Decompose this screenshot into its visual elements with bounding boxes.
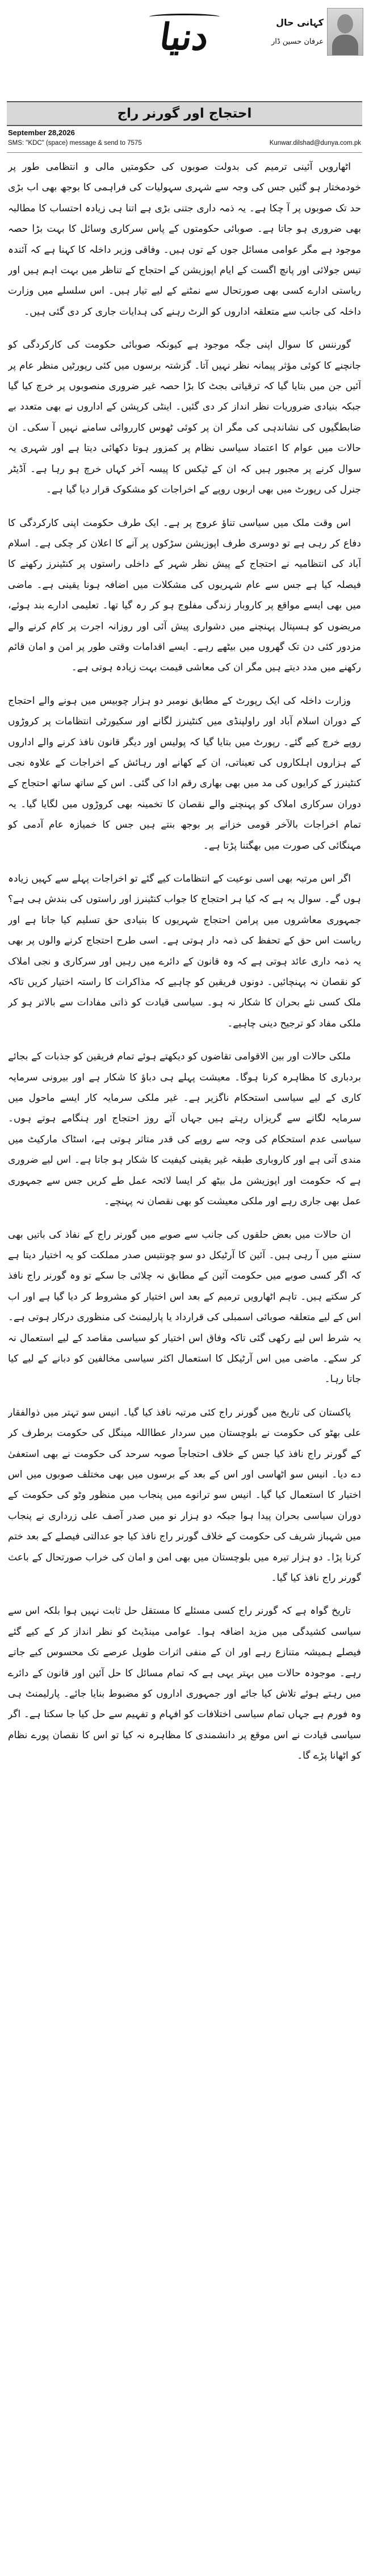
headline-bar <box>7 101 362 126</box>
sms-instruction: SMS: "KDC" (space) message & send to 7575 <box>8 140 142 147</box>
article-paragraph: وزارت داخلہ کی ایک رپورٹ کے مطابق نومبر دو ہزار چوبیس میں ہونے والے احتجاج کے دوران اسلام آباد اور راولپنڈی میں کنٹینرز لگانے اور سکیورٹی انتظامات پر کروڑوں روپے خرچ کیے گئے۔ رپورٹ میں بتایا گیا کہ پولیس اور دیگر قانون نافذ کرنے والے اداروں کے ہزاروں اہلکاروں کی تعیناتی، ان کے کھانے اور رہائش کے اخراجات کے علاوہ نجی کنٹینرز کے کرایوں کی مد میں بھی بھاری رقم ادا کی گئی۔ اس کے ساتھ ساتھ احتجاج کے دوران سرکاری املاک کو پہنچنے والے نقصان کا تخمینہ بھی کروڑوں میں لگایا گیا۔ یہ تمام اخراجات بالآخر قومی خزانے پر بوجھ بنتے ہیں جس کا خمیازہ عام آدمی کو مہنگائی کی صورت میں بھگتنا پڑتا ہے۔ <box>8 695 361 851</box>
portrait-head-shape <box>337 14 353 34</box>
portrait-body-shape <box>332 35 358 55</box>
article-paragraph: پاکستان کی تاریخ میں گورنر راج کئی مرتبہ نافذ کیا گیا۔ انیس سو تہتر میں ذوالفقار علی بھٹو کی حکومت نے بلوچستان میں سردار عطااللہ مینگل کی حکومت برطرف کر کے گورنر راج نافذ کیا جس کے خلاف احتجاجاً صوبہ سرحد کی حکومت نے بھی استعفیٰ دے دیا۔ انیس سو اٹھاسی اور اس کے بعد کے برسوں میں بھی مختلف صوبوں میں اس اختیار کا استعمال کیا گیا۔ انیس سو ترانوے میں پنجاب میں منظور وٹو کی حکومت کے دوران سیاسی بحران پیدا ہوا جبکہ دو ہزار نو میں صدر آصف علی زرداری نے پنجاب میں شہباز شریف کی حکومت کے خلاف گورنر راج نافذ کیا جو عدالتی فیصلے کے بعد ختم کرنا پڑا۔ دو ہزار تیرہ میں بلوچستان میں بھی امن و امان کی خراب صورتحال کے باعث گورنر راج نافذ کیا گیا۔ <box>8 1406 361 1584</box>
article-body <box>8 157 361 2565</box>
column-name: کہانی حال <box>276 17 324 28</box>
header-divider <box>7 152 362 153</box>
article-paragraph: ان حالات میں بعض حلقوں کی جانب سے صوبے میں گورنر راج کے نفاذ کی باتیں بھی سننے میں آ رہی ہیں۔ آئین کا آرٹیکل دو سو چونتیس صدر مملکت کو یہ اختیار دیتا ہے کہ اگر کسی صوبے میں حکومت آئین کے مطابق نہ چلائی جا سکے تو وہ گورنر راج نافذ کر سکتے ہیں۔ تاہم اٹھارویں ترمیم کے بعد اس اختیار کو مشروط کر دیا گیا ہے اور اب اس کے لیے متعلقہ صوبائی اسمبلی کی قرارداد یا پارلیمنٹ کی منظوری درکار ہوتی ہے۔ یہ شرط اس لیے رکھی گئی تاکہ وفاق اس اختیار کو سیاسی مقاصد کے لیے استعمال نہ کر سکے۔ ماضی میں اس آرٹیکل کا استعمال اکثر سیاسی مخالفین کو دبانے کے لیے کیا جاتا رہا۔ <box>8 1229 361 1385</box>
publish-date: September 28,2026 <box>8 128 75 137</box>
author-name: عرفان حسین ڈار <box>271 37 324 46</box>
logo-text: دنیا <box>157 16 212 59</box>
article-headline: احتجاج اور گورنر راج <box>117 106 252 121</box>
article-paragraph: تاریخ گواہ ہے کہ گورنر راج کسی مسئلے کا مستقل حل ثابت نہیں ہوا بلکہ اس سے سیاسی کشیدگی میں مزید اضافہ ہوا۔ عوامی مینڈیٹ کو نظر انداز کر کے کیے گئے فیصلے ہمیشہ متنازع رہے اور ان کے منفی اثرات طویل عرصے تک محسوس کیے جاتے رہے۔ موجودہ حالات میں بہتر یہی ہے کہ تمام مسائل کا حل آئین اور قانون کے دائرے میں رہتے ہوئے تلاش کیا جائے اور جمہوری اداروں کو مضبوط بنایا جائے۔ پارلیمنٹ ہی وہ فورم ہے جہاں تمام سیاسی اختلافات کو افہام و تفہیم سے حل کیا جا سکتا ہے۔ اگر سیاسی قیادت نے اس موقع پر دانشمندی کا مظاہرہ نہ کیا تو اس کا نقصان پورے نظام کو اٹھانا پڑے گا۔ <box>8 1605 361 1762</box>
author-email-link[interactable]: Kunwar.dilshad@dunya.com.pk <box>269 140 361 147</box>
article-paragraph: ملکی حالات اور بین الاقوامی تقاضوں کو دیکھتے ہوئے تمام فریقین کو جذبات کے بجائے بردباری کا مظاہرہ کرنا ہوگا۔ معیشت پہلے ہی دباؤ کا شکار ہے اور بیرونی سرمایہ کاری کے لیے سیاسی استحکام ناگزیر ہے۔ غیر ملکی سرمایہ کار ایسے ماحول میں سرمایہ لگانے سے گریزاں رہتے ہیں جہاں آئے روز احتجاج اور ہنگامے ہوتے ہوں۔ سیاسی عدم استحکام کی وجہ سے روپے کی قدر متاثر ہوتی ہے، اسٹاک مارکیٹ میں مندی آتی ہے اور کاروباری طبقہ غیر یقینی کیفیت کا شکار ہو جاتا ہے۔ اس لیے ضروری ہے کہ حکومت اور اپوزیشن مل بیٹھ کر ایسا لائحہ عمل طے کریں جس سے جمہوری عمل بھی جاری رہے اور ملکی معیشت کو بھی نقصان نہ پہنچے۔ <box>8 1051 361 1208</box>
masthead <box>0 0 369 74</box>
newspaper-logo <box>145 10 224 64</box>
article-paragraph: اٹھارویں آئینی ترمیم کی بدولت صوبوں کی حکومتیں مالی و انتظامی طور پر خودمختار ہو گئیں جس کی وجہ سے شہری سہولیات کی فراہمی کا بوجھ بھی اب بڑی حد تک صوبوں پر آ چکا ہے۔ یہ ذمہ داری جتنی بڑی ہے اتنا ہی زیادہ احتساب کا مطالبہ بھی ضروری ہو جاتا ہے۔ صوبائی حکومتوں کے پاس سرکاری وسائل کا بہت بڑا حصہ موجود ہے مگر عوامی مسائل جوں کے توں ہیں۔ وفاقی وزیر داخلہ کا کہنا ہے کہ آئندہ تیس جولائی اور پانچ اگست کے ایام اپوزیشن کے احتجاج کے تناظر میں بہت اہم ہیں اور ریاستی ادارے کسی بھی صورتحال سے نمٹنے کے لیے تیار ہیں۔ اس سلسلے میں وزارت داخلہ کی جانب سے متعلقہ اداروں کو الرٹ رہنے کی ہدایات جاری کر دی گئی ہیں۔ <box>8 161 361 318</box>
article-paragraph: اگر اس مرتبہ بھی اسی نوعیت کے انتظامات کیے گئے تو اخراجات پہلے سے کہیں زیادہ ہوں گے۔ سوال یہ ہے کہ کیا ہر احتجاج کا جواب کنٹینرز اور راستوں کی بندش ہی ہے؟ جمہوری معاشروں میں پرامن احتجاج شہریوں کا بنیادی حق تسلیم کیا جاتا ہے اور ریاست اس حق کے تحفظ کی ذمہ دار ہوتی ہے۔ اسی طرح احتجاج کرنے والوں پر بھی یہ ذمہ داری عائد ہوتی ہے کہ وہ قانون کے دائرے میں رہیں اور سرکاری و نجی املاک کو نقصان نہ پہنچائیں۔ دونوں فریقین کو چاہیے کہ مذاکرات کا راستہ اختیار کریں تاکہ ملک کسی نئے بحران کا شکار نہ ہو۔ سیاسی قیادت کو ذاتی مفادات سے بالاتر ہو کر ملکی مفاد کو ترجیح دینی چاہیے۔ <box>8 873 361 1029</box>
article-paragraph: اس وقت ملک میں سیاسی تناؤ عروج پر ہے۔ ایک طرف حکومت اپنی کارکردگی کا دفاع کر رہی ہے تو دوسری طرف اپوزیشن سڑکوں پر آنے کا اعلان کر چکی ہے۔ اسلام آباد کی انتظامیہ نے احتجاج کے پیش نظر شہر کے داخلی راستوں پر کنٹینرز رکھنے کا فیصلہ کیا ہے جس سے عام شہریوں کی مشکلات میں اضافہ ہونا یقینی ہے۔ ماضی میں بھی ایسے مواقع پر کاروبار زندگی مفلوج ہو کر رہ گیا تھا۔ تعلیمی ادارے بند ہوئے، مریضوں کو ہسپتال پہنچنے میں دشواری پیش آئی اور روزانہ اجرت پر کام کرنے والے مزدور کئی دن تک گھروں میں بیٹھے رہے۔ ایسے اقدامات وقتی طور پر امن و امان قائم رکھنے میں مدد دیتے ہیں مگر ان کی معاشی قیمت بہت زیادہ ہوتی ہے۔ <box>8 517 361 674</box>
article-paragraph: گورننس کا سوال اپنی جگہ موجود ہے کیونکہ صوبائی حکومت کی کارکردگی کو جانچنے کا کوئی مؤثر پیمانہ نظر نہیں آتا۔ گزشتہ برسوں میں کئی رپورٹیں منظر عام پر آئیں جن میں بتایا گیا کہ ترقیاتی بجٹ کا بڑا حصہ غیر ضروری منصوبوں پر خرچ کیا گیا جبکہ بنیادی ضروریات نظر انداز کر دی گئیں۔ اینٹی کرپشن کے اداروں نے بھی متعدد بے ضابطگیوں کی نشاندہی کی مگر ان پر کوئی ٹھوس کارروائی سامنے نہیں آ سکی۔ ان حالات میں عوام کا اعتماد سیاسی نظام پر کمزور ہوتا دکھائی دیتا ہے اور شہری یہ سوال کرنے پر مجبور ہیں کہ ان کے ٹیکس کا پیسہ آخر کہاں خرچ ہو رہا ہے۔ آڈیٹر جنرل کی رپورٹ میں بھی اربوں روپے کے اخراجات کو مشکوک قرار دیا گیا ہے۔ <box>8 339 361 496</box>
author-portrait <box>327 8 363 56</box>
columnist-block <box>267 7 363 69</box>
